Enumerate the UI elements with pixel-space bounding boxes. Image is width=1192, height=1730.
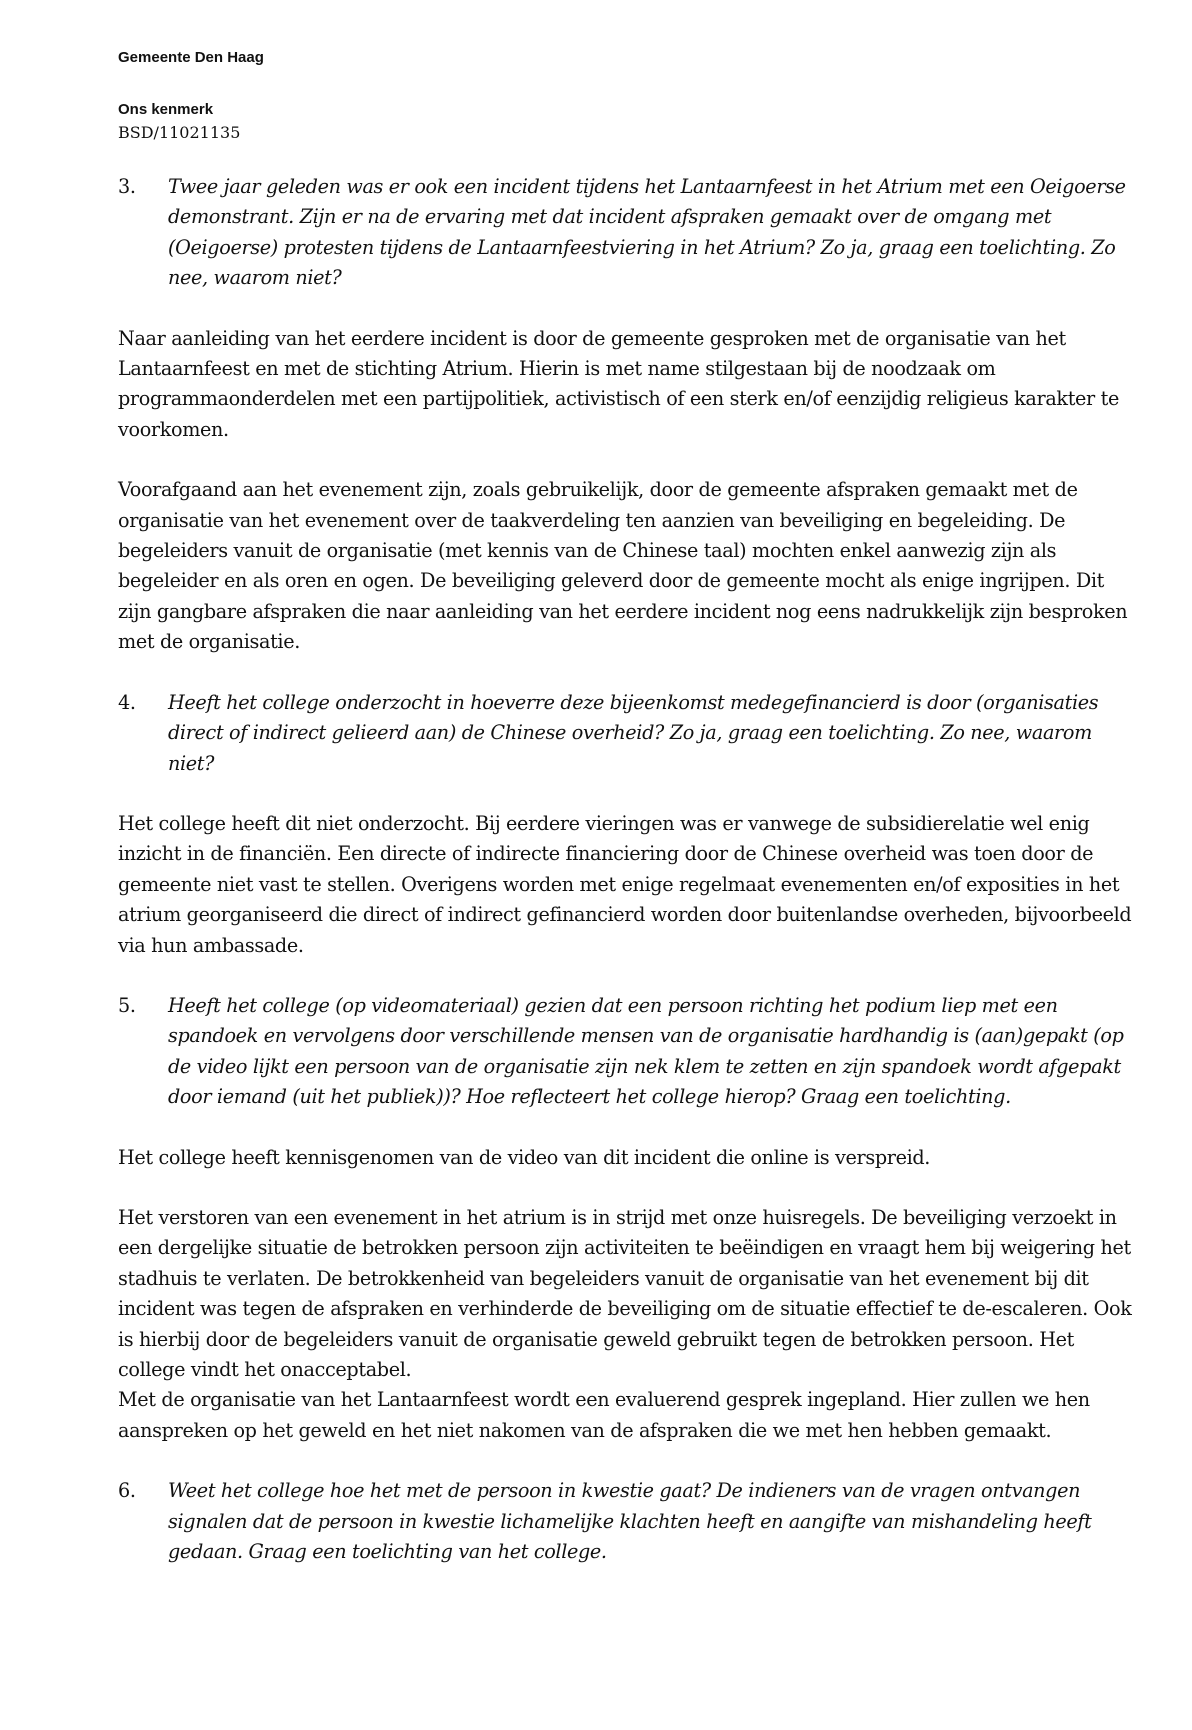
question-number: 4. [118, 690, 136, 714]
document-body [118, 172, 1138, 1597]
question-text: Heeft het college (op videomateriaal) gezien dat een persoon richting het podium liep met een spandoek en vervolgens door verschillende mensen van de organisatie hardhandig is (aan)gepakt (op de video lijkt een persoon van de organisatie zijn nek klem te zetten en zijn spandoek wordt afgepakt door iemand (uit het publiek))? Hoe reflecteert het college hierop? Graag een toelichting. [168, 993, 1124, 1109]
question-number: 3. [118, 175, 136, 198]
reference-label: Ons kenmerk [118, 101, 214, 118]
question-text: Heeft het college onderzocht in hoeverre deze bijeenkomst medegefinancierd is door (organisaties direct of indirect gelieerd aan) de Chinese overheid? Zo ja, graag een toelichting. Zo nee, waarom niet? [168, 690, 1099, 775]
question-4 [118, 688, 1138, 779]
answer-paragraph: Naar aanleiding van het eerdere incident is door de gemeente gesproken met de organisatie van het Lantaarnfeest en met de stichting Atrium. Hierin is met name stilgestaan bij de noodzaak om programmaonderdelen met een partijpolitiek, activistisch of een sterk en/of eenzijdig religieus karakter te voorkomen. [118, 326, 1119, 441]
question-3 [118, 172, 1138, 294]
question-text: Weet het college hoe het met de persoon in kwestie gaat? De indieners van de vragen ontvangen signalen dat de persoon in kwestie lichamelijke klachten heeft en aangifte van mishandeling heeft gedaan. Graag een toelichting van het college. [168, 1479, 1092, 1564]
answer-paragraph: Voorafgaand aan het evenement zijn, zoals gebruikelijk, door de gemeente afspraken gemaakt met de organisatie van het evenement over de taakverdeling ten aanzien van beveiliging en begeleiding. De begeleiders vanuit de organisatie (met kennis van de Chinese taal) mochten enkel aanwezig zijn als begeleider en als oren en ogen. De beveiliging geleverd door de gemeente mocht als enige ingrijpen. Dit zijn gangbare afspraken die naar aanleiding van het eerdere incident nog eens nadrukkelijk zijn besproken met de organisatie. [118, 478, 1128, 654]
answer-paragraph: Het verstoren van een evenement in het atrium is in strijd met onze huisregels. De beveiliging verzoekt in een dergelijke situatie de betrokken persoon zijn activiteiten te beëindigen en vraagt hem bij weigering het stadhuis te verlaten. De betrokkenheid van begeleiders vanuit de organisatie van het evenement bij dit incident was tegen de afspraken en verhinderde de beveiliging om de situatie effectief te de-escaleren. Ook is hierbij door de begeleiders vanuit de organisatie geweld gebruikt tegen de betrokken persoon. Het college vindt het onacceptabel. [118, 1205, 1132, 1381]
answer-paragraph: Het college heeft kennisgenomen van de video van dit incident die online is verspreid. [118, 1145, 931, 1169]
organization-name: Gemeente Den Haag [118, 49, 264, 66]
question-text: Twee jaar geleden was er ook een incident tijdens het Lantaarnfeest in het Atrium met een Oeigoerse demonstrant. Zijn er na de ervaring met dat incident afspraken gemaakt over de omgang met (Oeigoerse) protesten tijdens de Lantaarnfeestviering in het Atrium? Zo ja, graag een toelichting. Zo nee, waarom niet? [168, 175, 1126, 290]
reference-value: BSD/11021135 [118, 123, 241, 142]
question-6 [118, 1476, 1138, 1567]
answer-paragraph: Met de organisatie van het Lantaarnfeest wordt een evaluerend gesprek ingepland. Hier zullen we hen aanspreken op het geweld en het niet nakomen van de afspraken die we met hen hebben gemaakt. [118, 1388, 1090, 1442]
question-5 [118, 991, 1138, 1113]
question-number: 5. [118, 993, 136, 1017]
question-number: 6. [118, 1479, 136, 1503]
answer-paragraph: Het college heeft dit niet onderzocht. Bij eerdere vieringen was er vanwege de subsidierelatie wel enig inzicht in de financiën. Een directe of indirecte financiering door de Chinese overheid was toen door de gemeente niet vast te stellen. Overigens worden met enige regelmaat evenementen en/of exposities in het atrium georganiseerd die direct of indirect gefinancierd worden door buitenlandse overheden, bijvoorbeeld via hun ambassade. [118, 811, 1132, 957]
